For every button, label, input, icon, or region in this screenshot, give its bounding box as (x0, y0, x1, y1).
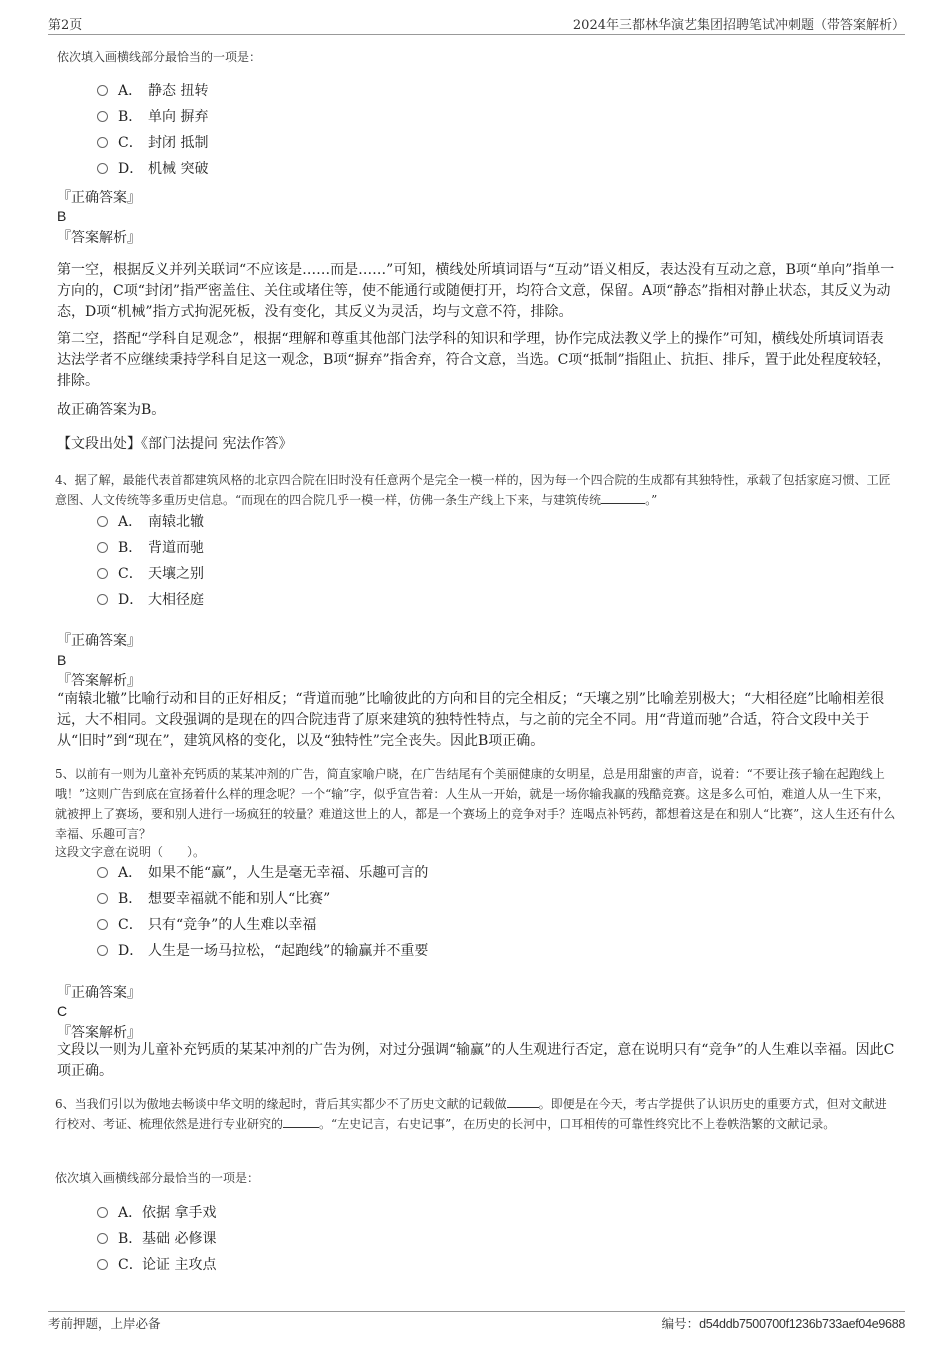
radio-icon[interactable] (97, 163, 108, 174)
q3-analysis-p1: 第一空，根据反义并列关联词“不应该是……而是……”可知，横线处所填词语与“互动”语义相反，表达没有互动之意，B项“单向”指单一方向的，C项“封闭”指严密盖住、关住或堵住等，使不能通行或随便打开，均符合文意，保留。A项“静态”指相对静止状态，其反义为动态，D项“机械”指方式拘泥死板，没有变化，其反义为灵活，均与文意不符，排除。 (57, 262, 895, 320)
radio-icon[interactable] (97, 893, 108, 904)
q5-stem: 5、以前有一则为儿童补充钙质的某某冲剂的广告，简直家喻户晓，在广告结尾有个美丽健康的女明星，总是用甜蜜的声音，说着：“不要让孩子输在起跑线上哦！”这则广告到底在宣扬着什么样的理念呢？一个“输”字，似乎宣告着：人生从一开始，就是一场你输我赢的残酷竞赛。这是多么可怕，难道人从一生下来，就被押上了赛场，要和别人进行一场疯狂的较量？难道这世上的人，都是一个赛场上的竞争对手？连喝点补钙药，都想着这是在和别人“比赛”，这人生还有什么幸福、乐趣可言？ (55, 767, 896, 841)
q5-option-d[interactable]: D． 人生是一场马拉松，“起跑线”的输赢并不重要 (97, 940, 428, 962)
q3-prompt: 依次填入画横线部分最恰当的一项是： (57, 50, 262, 64)
q4-option-c[interactable]: C． 天壤之别 (97, 563, 204, 585)
radio-icon[interactable] (97, 1207, 108, 1218)
radio-icon[interactable] (97, 137, 108, 148)
q5-option-a[interactable]: A． 如果不能“赢”，人生是毫无幸福、乐趣可言的 (97, 862, 428, 884)
q5-answer: C (57, 1003, 68, 1019)
radio-icon[interactable] (97, 111, 108, 122)
q6-prompt: 依次填入画横线部分最恰当的一项是： (55, 1171, 260, 1185)
q4-analysis-label: 『答案解析』 (57, 673, 141, 689)
q3-answer-label: 『正确答案』 (57, 190, 141, 206)
radio-icon[interactable] (97, 568, 108, 579)
page-number: 第2页 (48, 18, 83, 33)
q4-option-a[interactable]: A． 南辕北辙 (97, 511, 204, 533)
q3-option-c[interactable]: C． 封闭 抵制 (97, 132, 208, 154)
radio-icon[interactable] (97, 919, 108, 930)
fill-blank (601, 491, 645, 504)
q4-answer: B (57, 652, 67, 668)
q4-stem: 4、据了解，最能代表首都建筑风格的北京四合院在旧时没有任意两个是完全一模一样的，因为每一个四合院的生成都有其独特性，承载了包括家庭习惯、工匠意图、人文传统等多重历史信息。“而现在的四合院几乎一模一样，仿佛一条生产线上下来，与建筑传统 。” (55, 473, 891, 507)
footer-code: 编号：d54ddb7500700f1236b733aef04e9688 (661, 1316, 905, 1331)
q5-analysis: 文段以一则为儿童补充钙质的某某冲剂的广告为例，对过分强调“输赢”的人生观进行否定，意在说明只有“竞争”的人生难以幸福。因此C项正确。 (57, 1042, 895, 1079)
q6-stem: 6、当我们引以为傲地去畅谈中华文明的缘起时，背后其实都少不了历史文献的记载做 。即便是在今天，考古学提供了认识历史的重要方式，但对文献进行校对、考证、梳理依然是进行专业研究的 。“左史记言，右史记事”，在历史的长河中，口耳相传的可靠性终究比不上卷帙浩繁的文献记录。 (55, 1097, 887, 1131)
q5-answer-label: 『正确答案』 (57, 985, 141, 1001)
q3-answer: B (57, 208, 67, 224)
q5-analysis-label: 『答案解析』 (57, 1025, 141, 1041)
q6-option-c[interactable]: C．论证 主攻点 (97, 1254, 216, 1276)
document-title: 2024年三都林华演艺集团招聘笔试冲刺题（带答案解析） (572, 18, 905, 33)
radio-icon[interactable] (97, 945, 108, 956)
q3-source: 【文段出处】《部门法提问 宪法作答》 (57, 436, 293, 452)
fill-blank (507, 1095, 539, 1108)
q3-option-b[interactable]: B． 单向 摒弃 (97, 106, 208, 128)
footer-slogan: 考前押题，上岸必备 (48, 1316, 161, 1331)
q4-option-d[interactable]: D． 大相径庭 (97, 589, 204, 611)
radio-icon[interactable] (97, 1233, 108, 1244)
q4-option-b[interactable]: B． 背道而驰 (97, 537, 204, 559)
fill-blank (283, 1115, 319, 1128)
q3-analysis-label: 『答案解析』 (57, 230, 141, 246)
radio-icon[interactable] (97, 867, 108, 878)
radio-icon[interactable] (97, 542, 108, 553)
q3-option-d[interactable]: D． 机械 突破 (97, 158, 208, 180)
footer-divider (48, 1311, 905, 1312)
q3-analysis-p2: 第二空，搭配“学科自足观念”，根据“理解和尊重其他部门法学科的知识和学理，协作完成法教义学上的操作”可知，横线处所填词语表达法学者不应继续秉持学科自足这一观念，B项“摒弃”指舍弃，符合文意，当选。C项“抵制”指阻止、抗拒、排斥，置于此处程度较轻，排除。 (57, 331, 891, 389)
q3-conclusion: 故正确答案为B。 (57, 402, 166, 418)
q4-analysis: “南辕北辙”比喻行动和目的正好相反；“背道而驰”比喻彼此的方向和目的完全相反；“天壤之别”比喻差别极大；“大相径庭”比喻相差很远，大不相同。文段强调的是现在的四合院违背了原来建筑的独特性特点，与之前的完全不同。用“背道而驰”合适，符合文段中关于从“旧时”到“现在”，建筑风格的变化，以及“独特性”完全丧失。因此B项正确。 (57, 691, 885, 749)
radio-icon[interactable] (97, 1259, 108, 1270)
radio-icon[interactable] (97, 594, 108, 605)
q5-option-c[interactable]: C． 只有“竞争”的人生难以幸福 (97, 914, 316, 936)
q5-option-b[interactable]: B． 想要幸福就不能和别人“比赛” (97, 888, 330, 910)
radio-icon[interactable] (97, 85, 108, 96)
q4-answer-label: 『正确答案』 (57, 633, 141, 649)
radio-icon[interactable] (97, 516, 108, 527)
q6-option-a[interactable]: A．依据 拿手戏 (97, 1202, 216, 1224)
header-divider (48, 34, 905, 35)
q6-option-b[interactable]: B．基础 必修课 (97, 1228, 216, 1250)
q5-question: 这段文字意在说明（ ）。 (55, 845, 206, 859)
q3-option-a[interactable]: A． 静态 扭转 (97, 80, 208, 102)
